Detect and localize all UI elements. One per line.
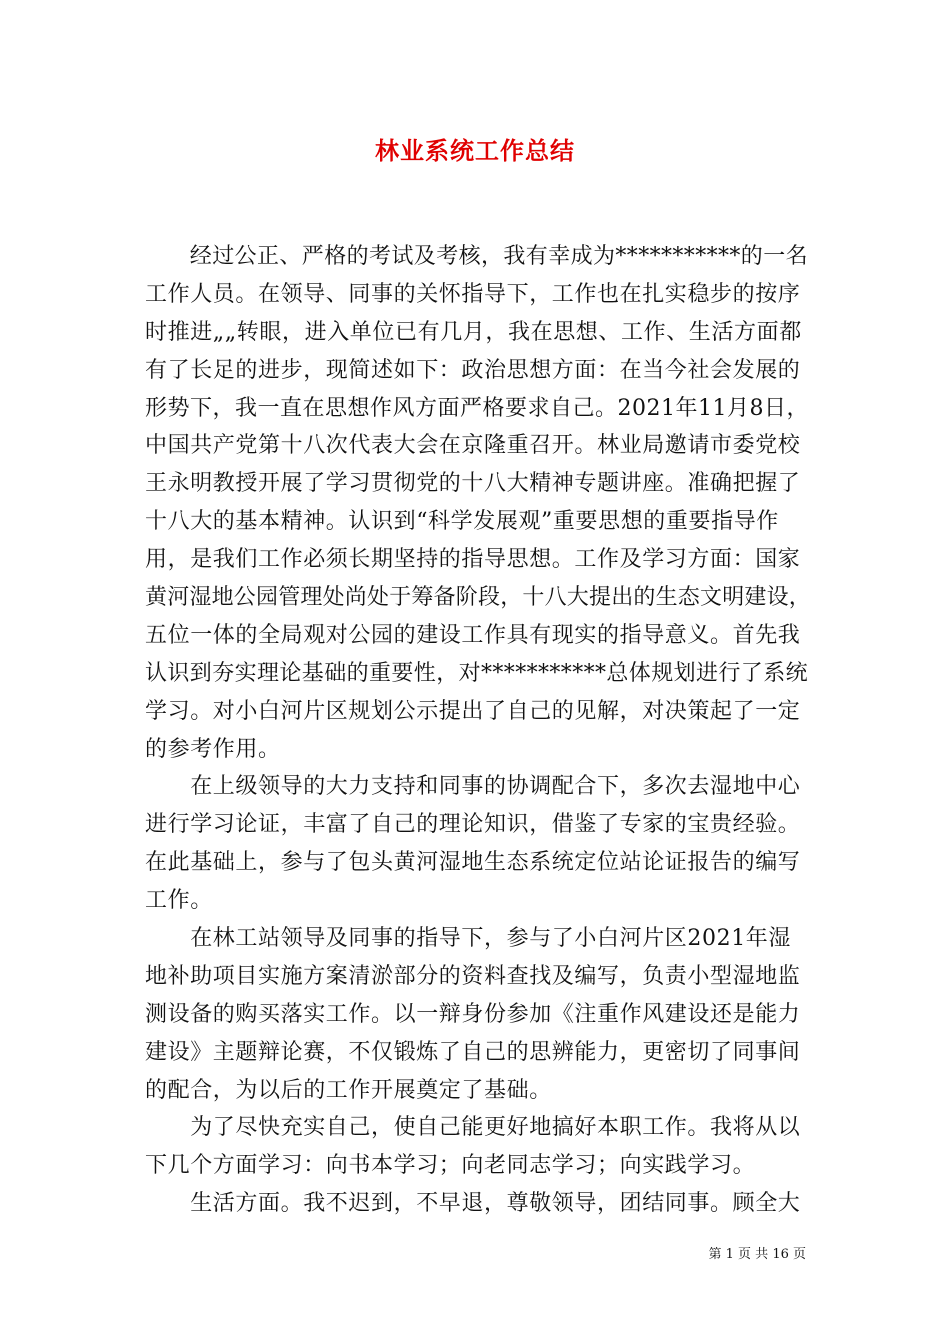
body-line: 建设》主题辩论赛，不仅锻炼了自己的思辨能力，更密切了同事间 — [145, 1039, 801, 1065]
body-line: 测设备的购买落实工作。以一辩身份参加《注重作风建设还是能力 — [145, 1001, 801, 1027]
body-line: 工作。 — [145, 888, 213, 914]
body-line: 在此基础上，参与了包头黄河湿地生态系统定位站论证报告的编写 — [145, 850, 801, 876]
body-line: 进行学习论证，丰富了自己的理论知识，借鉴了专家的宝贵经验。 — [145, 812, 801, 838]
body-line: 用，是我们工作必须长期坚持的指导思想。工作及学习方面：国家 — [145, 547, 801, 573]
body-line: 认识到夯实理论基础的重要性，对***********总体规划进行了系统 — [145, 660, 809, 686]
body-line: 经过公正、严格的考试及考核，我有幸成为***********的一名 — [145, 244, 809, 269]
body-line: 有了长足的进步，现简述如下：政治思想方面：在当今社会发展的 — [145, 357, 801, 383]
body-line: 五位一体的全局观对公园的建设工作具有现实的指导意义。首先我 — [145, 622, 801, 648]
body-line: 为了尽快充实自己，使自己能更好地搞好本职工作。我将从以 — [145, 1115, 801, 1141]
document-title: 林业系统工作总结 — [375, 137, 575, 165]
body-line: 的配合，为以后的工作开展奠定了基础。 — [145, 1077, 552, 1103]
body-line: 形势下，我一直在思想作风方面严格要求自己。2021年11月8日， — [145, 395, 809, 421]
document-body — [145, 238, 811, 1223]
body-line: 地补助项目实施方案清淤部分的资料查找及编写，负责小型湿地监 — [145, 963, 801, 989]
body-line: 在上级领导的大力支持和同事的协调配合下，多次去湿地中心 — [145, 774, 801, 800]
body-line: 王永明教授开展了学习贯彻党的十八大精神专题讲座。准确把握了 — [145, 471, 801, 497]
body-line: 在林工站领导及同事的指导下，参与了小白河片区2021年湿 — [145, 926, 791, 952]
body-line: 下几个方面学习：向书本学习；向老同志学习；向实践学习。 — [145, 1153, 756, 1179]
body-line: 生活方面。我不迟到，不早退，尊敬领导，团结同事。顾全大 — [145, 1191, 801, 1217]
body-line: 中国共产党第十八次代表大会在京隆重召开。林业局邀请市委党校 — [145, 433, 801, 459]
body-line: 十八大的基本精神。认识到“科学发展观”重要思想的重要指导作 — [145, 509, 779, 535]
body-line: 时推进„„转眼，进入单位已有几月，我在思想、工作、生活方面都 — [145, 319, 802, 345]
body-line: 工作人员。在领导、同事的关怀指导下，工作也在扎实稳步的按序 — [145, 281, 801, 307]
body-line: 的参考作用。 — [145, 736, 281, 762]
body-line: 黄河湿地公园管理处尚处于筹备阶段，十八大提出的生态文明建设， — [145, 585, 812, 611]
page-number-footer: 第 1 页 共 16 页 — [708, 1247, 806, 1262]
body-line: 学习。对小白河片区规划公示提出了自己的见解，对决策起了一定 — [145, 698, 801, 724]
